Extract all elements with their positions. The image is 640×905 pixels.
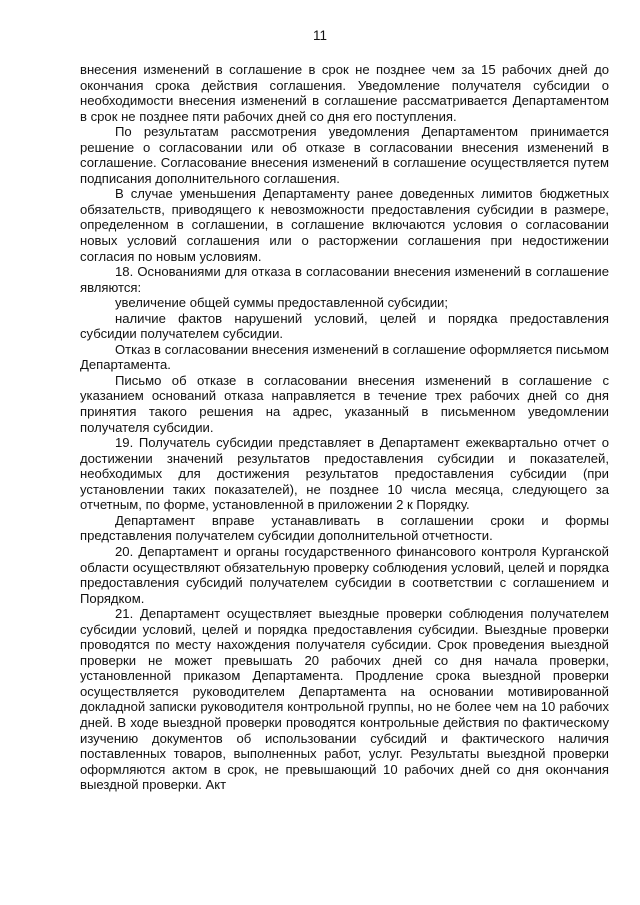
paragraph: В случае уменьшения Департаменту ранее доведенных лимитов бюджетных обязательств, приводящего к невозможности предоставления субсидии в размере, определенном в соглашении, в соглашение включаются условия о согласовании новых условий соглашения или о расторжении соглашения при недостижении согласия по новым условиям. — [80, 186, 609, 264]
paragraph-item-18: 18. Основаниями для отказа в согласовании внесения изменений в соглашение являются: — [80, 264, 609, 295]
paragraph: Департамент вправе устанавливать в соглашении сроки и формы представления получателем субсидии дополнительной отчетности. — [80, 512, 609, 544]
paragraph: увеличение общей суммы предоставленной субсидии; — [115, 295, 448, 311]
paragraph: наличие фактов нарушений условий, целей и порядка предоставления субсидии получателем субсидии. — [80, 310, 609, 342]
document-body — [80, 62, 609, 793]
paragraph: По результатам рассмотрения уведомления Департаментом принимается решение о согласовании или об отказе в согласовании внесения изменений в соглашение. Согласование внесения изменений в соглашение осуществляется путем подписания дополнительного соглашения. — [80, 124, 609, 186]
paragraph-item-21: 21. Департамент осуществляет выездные проверки соблюдения получателем субсидии условий, целей и порядка предоставления субсидии. Выездные проверки проводятся по месту нахождения получателя субсидии. Срок проведения выездной проверки не может превышать 20 рабочих дней со дня начала проверки, установленной приказом Департамента. Продление срока выездной проверки осуществляется руководителем Департамента на основании мотивированной докладной записки руководителя контрольной группы, но не более чем на 10 рабочих дней. В ходе выездной проверки проводятся контрольные действия по фактическому изучению документов об использовании субсидий и фактического наличия поставленных товаров, выполненных работ, услуг. Результаты выездной проверки оформляются актом в срок, не превышающий 10 рабочих дней со дня окончания выездной проверки. Акт — [80, 606, 609, 793]
page-number: 11 — [312, 28, 327, 43]
paragraph-item-19: 19. Получатель субсидии представляет в Департамент ежеквартально отчет о достижении значений результатов предоставления субсидии и показателей, необходимых для достижения результатов предоставления субсидии (при установлении таких показателей), не позднее 10 числа месяца, следующего за отчетным, по форме, установленной в приложении 2 к Порядку. — [80, 435, 609, 513]
paragraph: Письмо об отказе в согласовании внесения изменений в соглашение с указанием оснований отказа направляется в течение трех рабочих дней со дня принятия такого решения на адрес, указанный в письменном уведомлении получателя субсидии. — [80, 372, 609, 435]
paragraph-continuation: внесения изменений в соглашение в срок не позднее чем за 15 рабочих дней до окончания срока действия соглашения. Уведомление получателя субсидии о необходимости внесения изменений в соглашение рассматривается Департаментом в срок не позднее пяти рабочих дней со дня его поступления. — [80, 62, 609, 124]
paragraph: Отказ в согласовании внесения изменений в соглашение оформляется письмом Департамента. — [80, 341, 609, 373]
paragraph-item-20: 20. Департамент и органы государственного финансового контроля Курганской области осуществляют обязательную проверку соблюдения условий, целей и порядка предоставления субсидий получателем субсидии в соответствии с соглашением и Порядком. — [80, 543, 609, 606]
